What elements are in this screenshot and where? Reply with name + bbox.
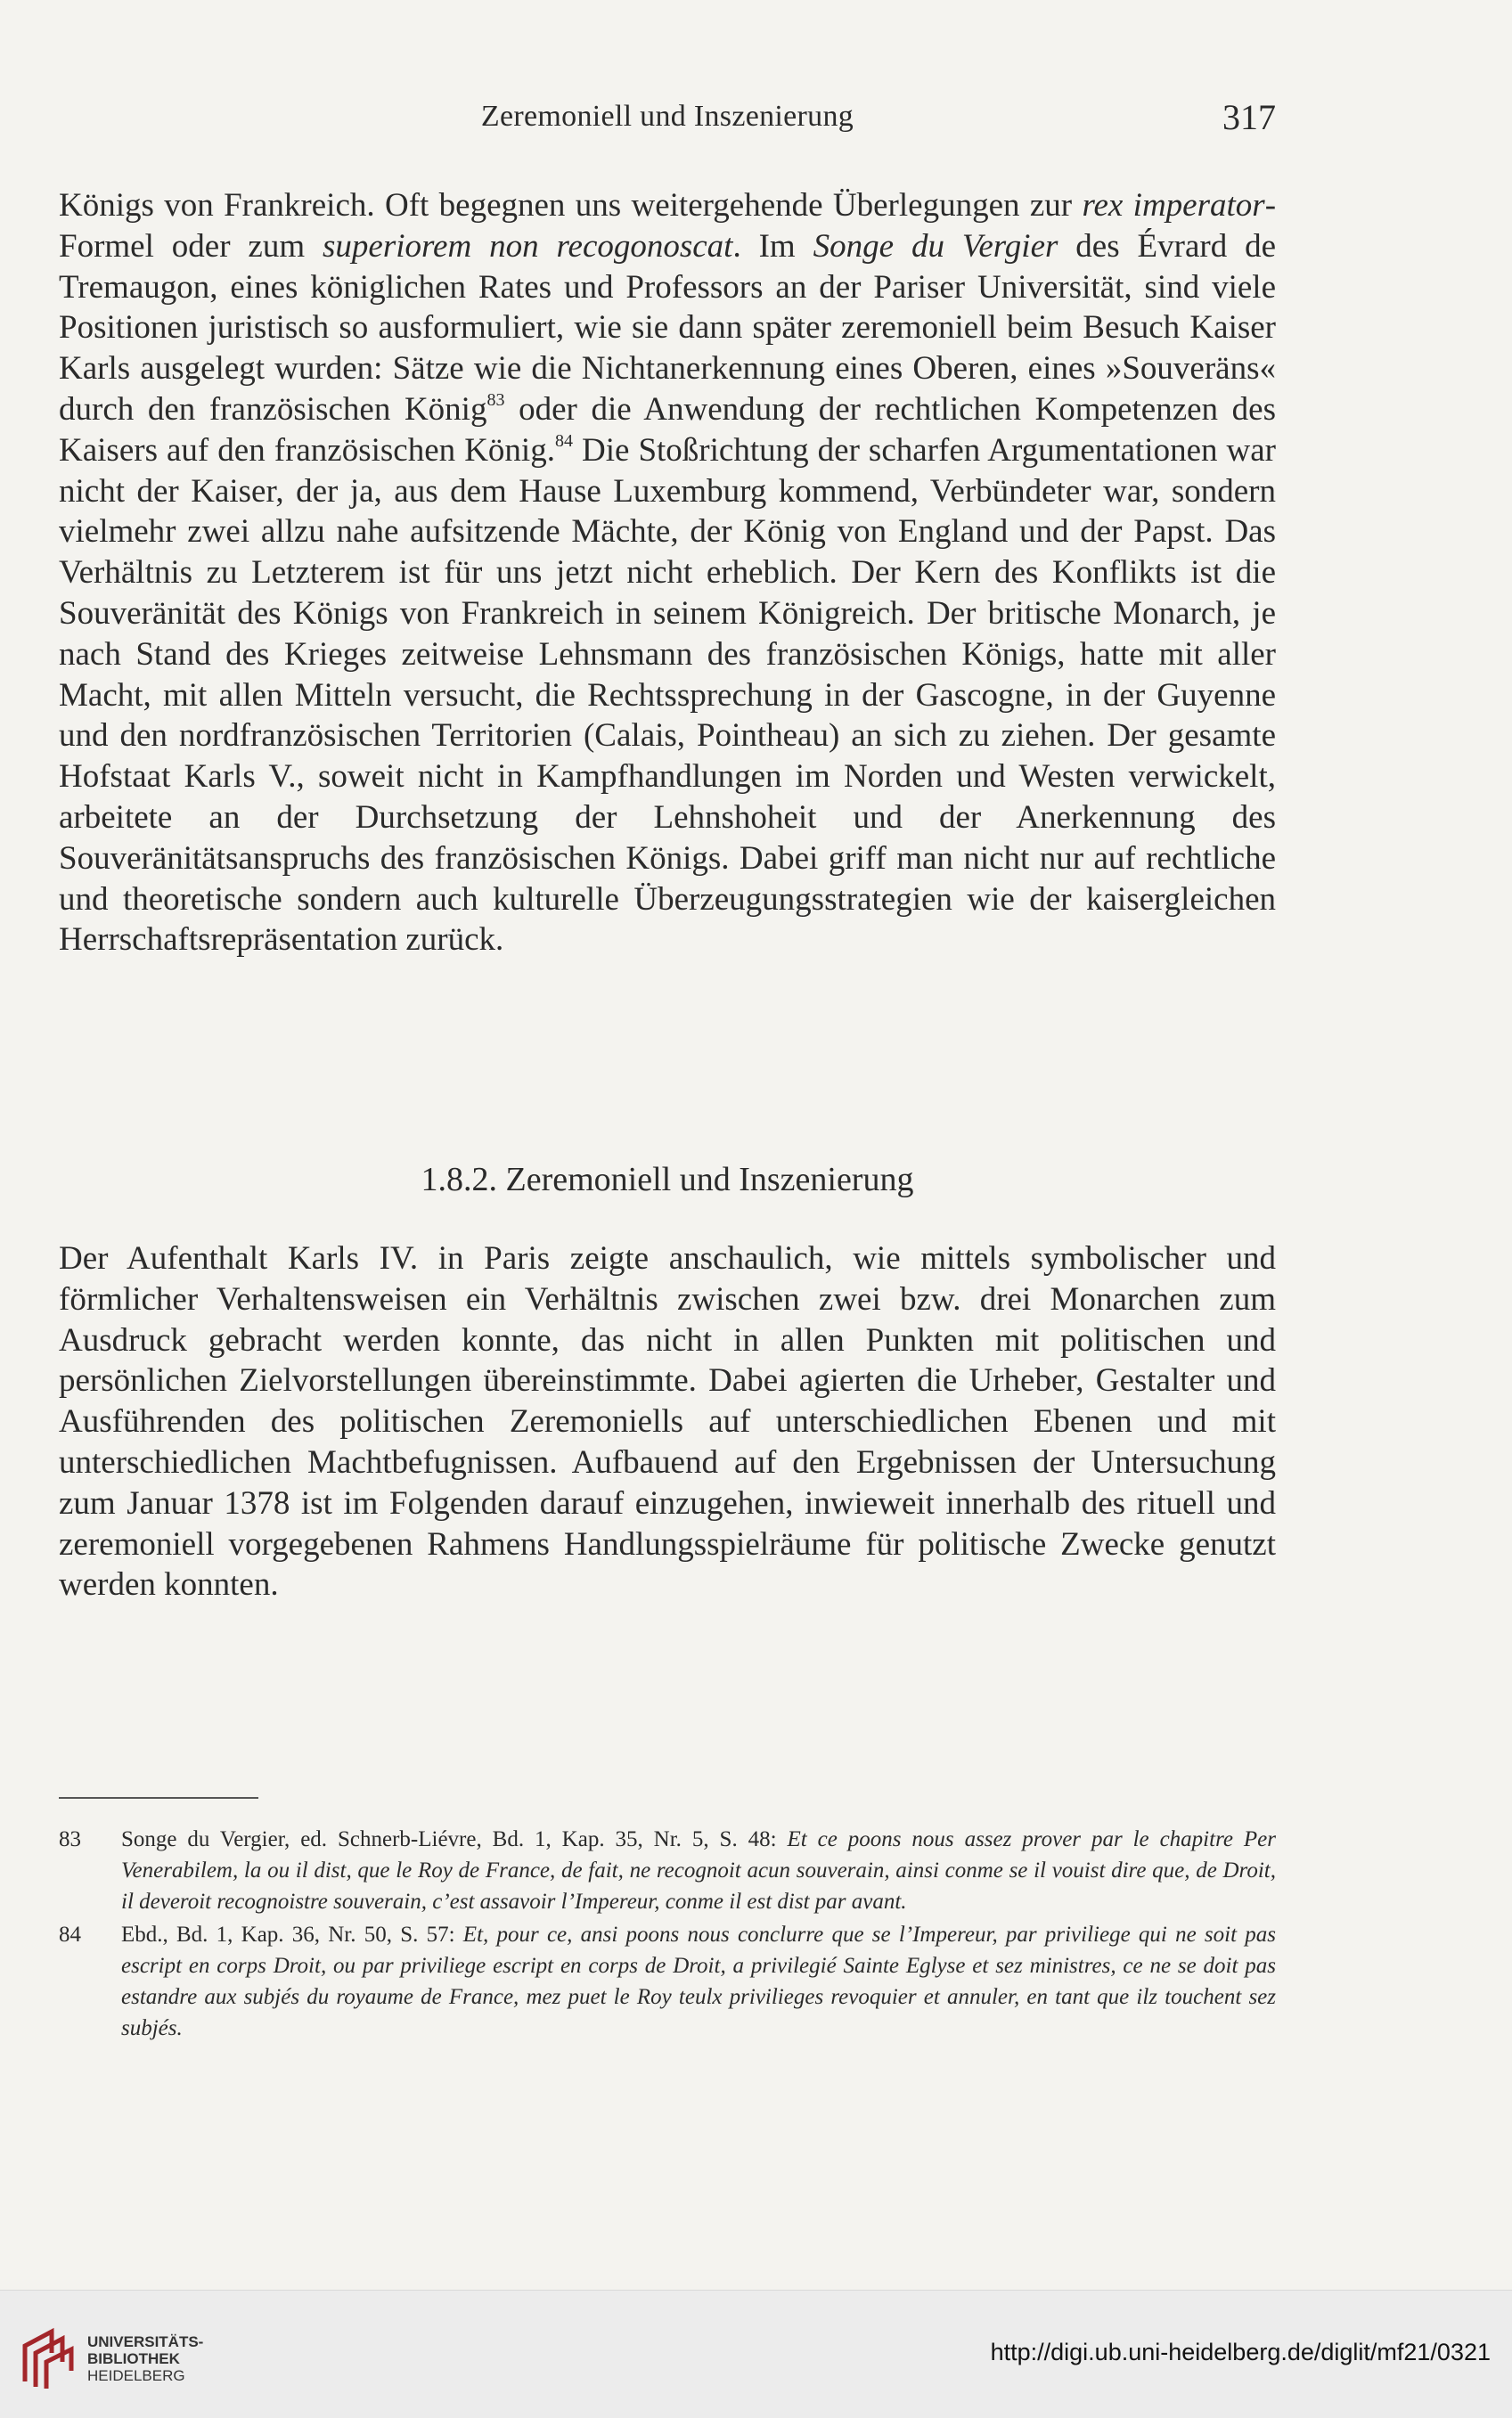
footnote-text: Ebd., Bd. 1, Kap. 36, Nr. 50, S. 57: <box>121 1922 463 1947</box>
italic-title: Songe du Vergier <box>813 227 1058 265</box>
running-header <box>59 96 1276 141</box>
ub-heidelberg-logo-icon[interactable] <box>16 2326 80 2390</box>
permalink-url[interactable]: http://digi.ub.uni-heidelberg.de/diglit/mf21/0321 <box>990 2339 1491 2365</box>
section-heading: 1.8.2. Zeremoniell und Inszenierung <box>421 1161 914 1198</box>
footnote-ref-83[interactable]: 83 <box>486 389 505 410</box>
footnote-83 <box>59 1824 1276 1918</box>
text-run: . Im <box>732 227 813 265</box>
body-paragraph-2 <box>59 1238 1276 1605</box>
page-number: 317 <box>1222 97 1276 137</box>
footnote-quote: Et, pour ce, ansi poons nous conclurre que se l’Impereur, par priviliege qui ne soit pas escript en corps Droit, ou par priviliege escript en corps de Droit, a privilegié Sainte Eglyse et sez ministres, ce ne se doit pas estandre aux subjés du royaume de France, mez puet le Roy teulx privilieges revoquier et annuler, en tant que ilz touchent sez subjés. <box>121 1922 1277 2041</box>
library-name-line: HEIDELBERG <box>87 2367 185 2384</box>
running-title: Zeremoniell und Inszenierung <box>480 100 854 133</box>
text-run: -Formel oder zum <box>59 187 1277 265</box>
footnotes <box>59 1824 1276 2045</box>
library-name-line: UNIVERSITÄTS- <box>87 2333 204 2350</box>
footnote-number: 83 <box>59 1827 81 1851</box>
footnote-number: 84 <box>59 1922 81 1947</box>
body-paragraph-1 <box>59 185 1276 960</box>
library-name <box>87 2333 203 2384</box>
library-name-line: BIBLIOTHEK <box>87 2350 180 2367</box>
footnote-ref-84[interactable]: 84 <box>554 430 573 451</box>
footnote-84 <box>59 1919 1276 2045</box>
italic-term: rex imperator <box>1082 187 1265 224</box>
digitization-footer <box>0 2290 1512 2418</box>
text-run: oder die Anwendung der rechtlichen Kompetenzen des Kaisers auf den französischen König. <box>59 390 1277 469</box>
text-run: Königs von Frankreich. Oft begegnen uns weitergehende Überlegungen zur <box>59 187 1083 224</box>
italic-term: superiorem non recogonoscat <box>323 227 733 265</box>
paragraph-text: Der Aufenthalt Karls IV. in Paris zeigte anschaulich, wie mittels symbolischer und förmlicher Verhaltensweisen ein Verhältnis zwischen zwei bzw. drei Monarchen zum Ausdruck gebracht werden konnte, das nicht in allen Punkten mit politischen und persönlichen Zielvorstellungen übereinstimmte. Dabei agierten die Urheber, Gestalter und Ausführenden des politischen Zeremoniells auf unterschiedlichen Ebenen und mit unterschiedlichen Machtbefugnissen. Aufbauend auf den Ergebnissen der Untersuchung zum Januar 1378 ist im Folgenden darauf einzugehen, inwieweit innerhalb des rituell und zeremoniell vorgegebenen Rahmens Handlungsspielräume für politische Zwecke genutzt werden konnten. <box>59 1240 1276 1604</box>
text-run: Die Stoßrichtung der scharfen Argumentationen war nicht der Kaiser, der ja, aus dem Hause Luxemburg kommend, Verbündeter war, sondern vielmehr zwei allzu nahe aufsitzende Mächte, der König von England und der Papst. Das Verhältnis zu Letzterem ist für uns jetzt nicht erheblich. Der Kern des Konflikts ist die Souveränität des Königs von Frankreich in seinem Königreich. Der britische Monarch, je nach Stand des Krieges zeitweise Lehnsmann des französischen Königs, hatte mit aller Macht, mit allen Mitteln versucht, die Rechtssprechung in der Gascogne, in der Guyenne und den nordfranzösischen Territorien (Calais, Pointheau) an sich zu ziehen. Der gesamte Hofstaat Karls V., soweit nicht in Kampfhandlungen im Norden und Westen verwickelt, arbeitete an der Durchsetzung der Lehnshoheit und der Anerkennung des Souveränitätsanspruchs des französischen Königs. Dabei griff man nicht nur auf rechtliche und theoretische sondern auch kulturelle Überzeugungsstrategien wie der kaisergleichen Herrschaftsrepräsentation zurück. <box>59 431 1276 959</box>
footnote-quote: Et ce poons nous assez prover par le chapitre Per Venerabilem, la ou il dist, que le Roy de France, de fait, ne recognoit acun souverain, ainsi conme se il vouist dire que, de Droit, il deveroit recognoistre souverain, c’est assavoir l’Impereur, conme il est dist par avant. <box>121 1827 1276 1915</box>
text-run: des Évrard de Tremaugon, eines königlichen Rates und Professors an der Pariser Universität, sind viele Positionen juristisch so ausformuliert, wie sie dann später zeremoniell beim Besuch Kaiser Karls ausgelegt wurden: Sätze wie die Nichtanerkennung eines Oberen, eines »Souveräns« durch den französischen König <box>59 227 1277 428</box>
footnote-text: Songe du Vergier, ed. Schnerb-Liévre, Bd. 1, Kap. 35, Nr. 5, S. 48: <box>121 1827 788 1851</box>
footnote-separator <box>59 1797 258 1799</box>
